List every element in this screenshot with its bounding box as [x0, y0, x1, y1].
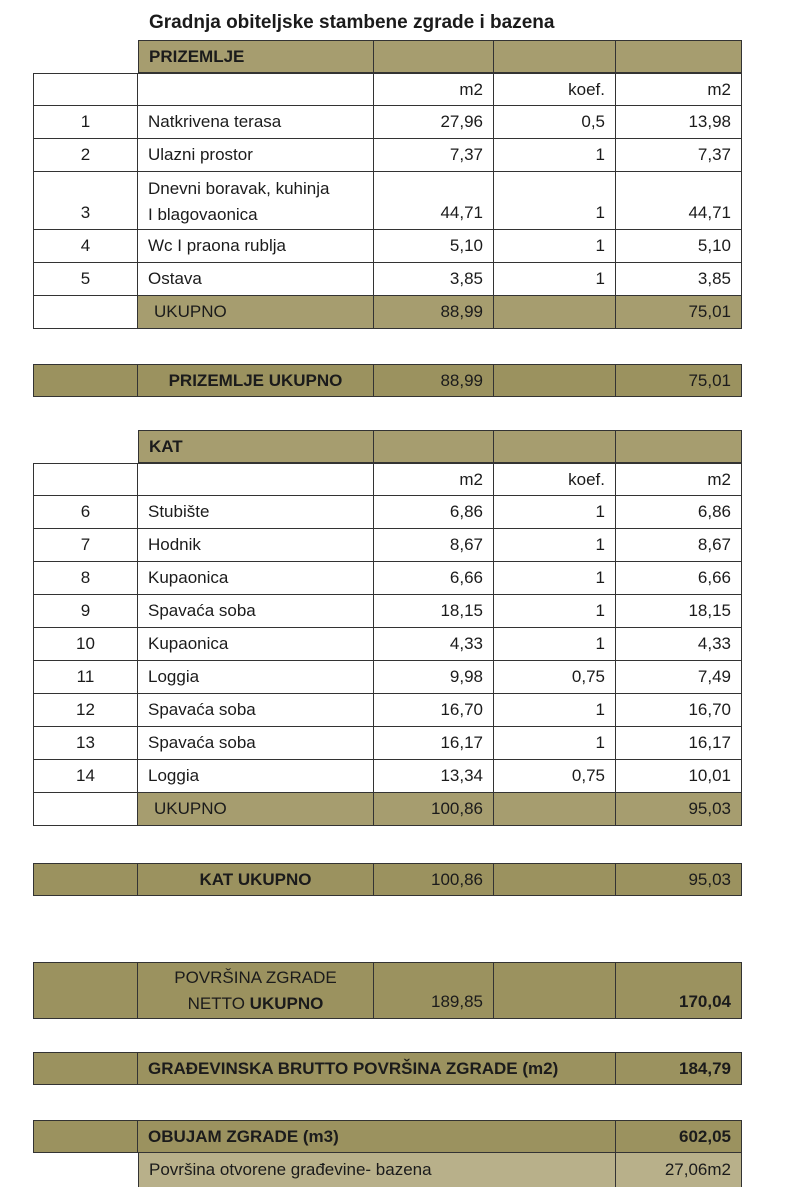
table-row: 14 Loggia 13,34 0,75 10,01: [33, 760, 742, 793]
kat-table: [33, 430, 742, 826]
kat-header-row: [33, 430, 742, 463]
table-row: 2 Ulazni prostor 7,37 1 7,37: [33, 139, 742, 172]
table-row: 6 Stubište 6,86 1 6,86: [33, 496, 742, 529]
obujam-row: OBUJAM ZGRADE (m3) 602,05 Površina otvorene građevine- bazena 27,06m2: [33, 1120, 742, 1187]
column-header-m2-eff: m2: [616, 73, 742, 106]
kat-column-header-row: m2 koef. m2: [33, 463, 742, 496]
table-row: 12 Spavaća soba 16,70 1 16,70: [33, 694, 742, 727]
table-row: 13 Spavaća soba 16,17 1 16,17: [33, 727, 742, 760]
table-row: 9 Spavaća soba 18,15 1 18,15: [33, 595, 742, 628]
table-row: 3 Dnevni boravak, kuhinja I blagovaonica 44,71 1 44,71: [33, 172, 742, 230]
column-header-koef: koef.: [494, 73, 616, 106]
kat-ukupno-row: KAT UKUPNO 100,86 95,03: [33, 863, 742, 896]
prizemlje-ukupno-row: PRIZEMLJE UKUPNO 88,99 75,01: [33, 364, 742, 397]
table-row: 11 Loggia 9,98 0,75 7,49: [33, 661, 742, 694]
prizemlje-header: PRIZEMLJE: [138, 40, 374, 73]
table-row: 8 Kupaonica 6,66 1 6,66: [33, 562, 742, 595]
prizemlje-header-row: [33, 40, 742, 73]
prizemlje-column-header-row: [33, 73, 742, 106]
kat-header: KAT: [138, 430, 374, 463]
column-header-m2: m2: [374, 73, 494, 106]
netto-ukupno-row: POVRŠINA ZGRADE NETTO UKUPNO 189,85 170,04: [33, 962, 742, 1019]
table-row: 7 Hodnik 8,67 1 8,67: [33, 529, 742, 562]
bazen-row: Površina otvorene građevine- bazena 27,06m2: [33, 1153, 742, 1187]
table-row: 4 Wc I praona rublja 5,10 1 5,10: [33, 230, 742, 263]
brutto-row: GRAĐEVINSKA BRUTTO POVRŠINA ZGRADE (m2) 184,79: [33, 1052, 742, 1085]
table-row: 10 Kupaonica 4,33 1 4,33: [33, 628, 742, 661]
prizemlje-table: [33, 40, 742, 329]
document-title: Gradnja obiteljske stambene zgrade i bazena: [149, 12, 555, 33]
kat-total-row: UKUPNO 100,86 95,03: [33, 793, 742, 826]
table-row: 5 Ostava 3,85 1 3,85: [33, 263, 742, 296]
prizemlje-total-row: UKUPNO 88,99 75,01: [33, 296, 742, 329]
table-row: 1 Natkrivena terasa 27,96 0,5 13,98: [33, 106, 742, 139]
